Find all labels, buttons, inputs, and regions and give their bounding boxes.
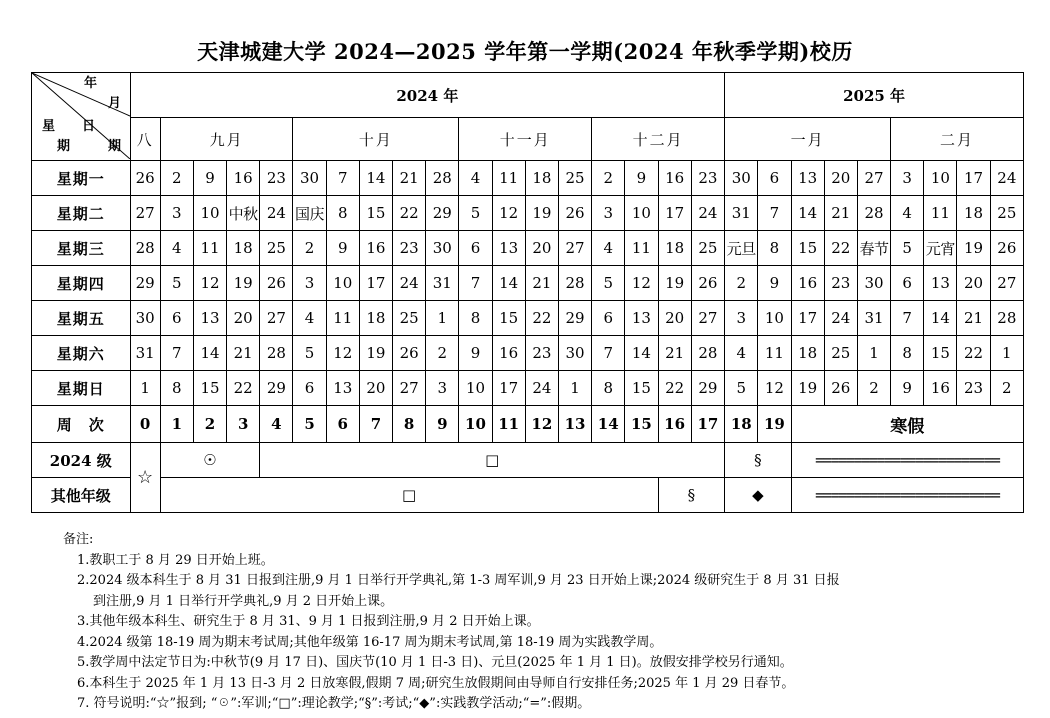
corner-qi-1: 期 (57, 139, 71, 154)
date-cell: 11 (326, 301, 359, 336)
date-cell: 12 (625, 266, 658, 301)
date-cell: 10 (193, 196, 226, 231)
date-cell: 4 (459, 161, 492, 196)
date-cell: 9 (625, 161, 658, 196)
week-label: 周 次 (32, 406, 131, 443)
date-cell: 元旦 (725, 231, 758, 266)
date-cell: 14 (492, 266, 525, 301)
note-item: 2.2024 级本科生于 8 月 31 日报到注册,9 月 1 日举行开学典礼,第 1-3 周军训,9 月 23 日开始上课;2024 级研究生于 8 月 31 日报 (77, 573, 840, 588)
date-cell: 16 (492, 336, 525, 371)
week-number: 9 (426, 406, 459, 443)
date-cell: 15 (359, 196, 392, 231)
date-cell: 27 (260, 301, 293, 336)
date-cell: 5 (592, 266, 625, 301)
date-cell: 8 (891, 336, 924, 371)
date-cell: 15 (924, 336, 957, 371)
date-cell: 11 (924, 196, 957, 231)
date-cell: 1 (857, 336, 890, 371)
date-cell: 12 (193, 266, 226, 301)
date-cell: 1 (558, 371, 591, 406)
date-cell: 29 (691, 371, 724, 406)
date-cell: 11 (758, 336, 791, 371)
exam-symbol: § (658, 478, 725, 513)
date-cell: 8 (758, 231, 791, 266)
date-cell: 11 (492, 161, 525, 196)
note-item: 6.本科生于 2025 年 1 月 13 日-3 月 2 日放寒假,假期 7 周;研究生放假期间由导师自行安排任务;2025 年 1 月 29 日春节。 (77, 675, 795, 691)
weekday-label: 星期二 (32, 196, 131, 231)
date-cell: 22 (824, 231, 857, 266)
date-cell: 27 (857, 161, 890, 196)
week-number-row (32, 406, 1024, 443)
date-cell: 18 (359, 301, 392, 336)
date-cell: 11 (625, 231, 658, 266)
date-cell: 16 (791, 266, 824, 301)
date-cell: 23 (691, 161, 724, 196)
grade-other-label: 其他年级 (32, 478, 131, 513)
date-cell: 9 (891, 371, 924, 406)
date-cell: 31 (857, 301, 890, 336)
date-cell: 19 (525, 196, 558, 231)
weekday-row (32, 231, 1024, 266)
date-cell: 22 (658, 371, 691, 406)
date-cell: 30 (293, 161, 326, 196)
month-sep: 九月 (160, 118, 293, 161)
date-cell: 31 (426, 266, 459, 301)
date-cell: 18 (791, 336, 824, 371)
date-cell: 16 (658, 161, 691, 196)
date-cell: 24 (990, 161, 1023, 196)
week-number: 16 (658, 406, 691, 443)
date-cell: 6 (459, 231, 492, 266)
date-cell: 3 (160, 196, 193, 231)
date-cell: 7 (160, 336, 193, 371)
date-cell: 18 (227, 231, 260, 266)
week-number: 8 (393, 406, 426, 443)
weekday-label: 星期一 (32, 161, 131, 196)
date-cell: 28 (857, 196, 890, 231)
grade-other-row (32, 478, 1024, 513)
date-cell: 12 (326, 336, 359, 371)
date-cell: 28 (558, 266, 591, 301)
date-cell: 14 (791, 196, 824, 231)
date-cell: 7 (459, 266, 492, 301)
date-cell: 13 (625, 301, 658, 336)
date-cell: 8 (326, 196, 359, 231)
date-cell: 10 (625, 196, 658, 231)
date-cell: 24 (691, 196, 724, 231)
week-number: 17 (691, 406, 724, 443)
date-cell: 3 (592, 196, 625, 231)
date-cell: 4 (293, 301, 326, 336)
date-cell: 2 (160, 161, 193, 196)
date-cell: 28 (260, 336, 293, 371)
date-cell: 31 (130, 336, 160, 371)
week-number: 12 (525, 406, 558, 443)
date-cell: 26 (130, 161, 160, 196)
date-cell: 14 (924, 301, 957, 336)
note-item: 4.2024 级第 18-19 周为期末考试周;其他年级第 16-17 周为期末考试周,第 18-19 周为实践教学周。 (77, 634, 663, 650)
date-cell: 22 (957, 336, 990, 371)
date-cell: 24 (260, 196, 293, 231)
date-cell: 26 (260, 266, 293, 301)
date-cell: 6 (891, 266, 924, 301)
date-cell: 21 (824, 196, 857, 231)
week-number: 3 (227, 406, 260, 443)
weekday-label: 星期日 (32, 371, 131, 406)
date-cell: 5 (160, 266, 193, 301)
corner-xing: 星 (42, 119, 56, 134)
date-cell: 18 (658, 231, 691, 266)
date-cell: 30 (130, 301, 160, 336)
week-number: 2 (193, 406, 226, 443)
date-cell: 9 (758, 266, 791, 301)
date-cell: 3 (293, 266, 326, 301)
date-cell: 5 (891, 231, 924, 266)
date-cell: 21 (393, 161, 426, 196)
weekday-row (32, 301, 1024, 336)
date-cell: 27 (558, 231, 591, 266)
date-cell: 27 (691, 301, 724, 336)
notes-header: 备注: (63, 532, 94, 547)
date-cell: 2 (725, 266, 758, 301)
date-cell: 2 (857, 371, 890, 406)
date-cell: 15 (193, 371, 226, 406)
date-cell: 23 (525, 336, 558, 371)
grade-2024-label: 2024 级 (32, 443, 131, 478)
date-cell: 3 (891, 161, 924, 196)
week-number: 6 (326, 406, 359, 443)
date-cell: 30 (857, 266, 890, 301)
date-cell: 29 (558, 301, 591, 336)
date-cell: 5 (725, 371, 758, 406)
date-cell: 21 (658, 336, 691, 371)
date-cell: 国庆 (293, 196, 326, 231)
date-cell: 19 (227, 266, 260, 301)
theory-teaching-symbol: □ (160, 478, 658, 513)
month-row (32, 118, 1024, 161)
date-cell: 1 (426, 301, 459, 336)
date-cell: 7 (326, 161, 359, 196)
date-cell: 12 (758, 371, 791, 406)
month-feb: 二月 (891, 118, 1024, 161)
practice-symbol: ◆ (725, 478, 791, 513)
date-cell: 11 (193, 231, 226, 266)
date-cell: 17 (492, 371, 525, 406)
year-row (32, 73, 1024, 118)
date-cell: 4 (592, 231, 625, 266)
date-cell: 18 (525, 161, 558, 196)
note-item: 3.其他年级本科生、研究生于 8 月 31、9 月 1 日报到注册,9 月 2 日开始上课。 (77, 614, 540, 629)
week-number: 10 (459, 406, 492, 443)
date-cell: 13 (326, 371, 359, 406)
date-cell: 17 (957, 161, 990, 196)
corner-header (32, 73, 131, 161)
weekday-row (32, 196, 1024, 231)
date-cell: 28 (990, 301, 1023, 336)
date-cell: 4 (160, 231, 193, 266)
week-number: 4 (260, 406, 293, 443)
note-item: 7. 符号说明:“☆”报到; “☉”:军训;“□”:理论教学;“§”:考试;“◆”:实践教学活动;“=”:假期。 (77, 696, 591, 711)
date-cell: 17 (658, 196, 691, 231)
date-cell: 元宵 (924, 231, 957, 266)
week-number: 7 (359, 406, 392, 443)
month-dec: 十二月 (592, 118, 725, 161)
military-training-symbol: ☉ (160, 443, 260, 478)
week-number: 18 (725, 406, 758, 443)
date-cell: 2 (426, 336, 459, 371)
note-item: 5.教学周中法定节日为:中秋节(9 月 17 日)、国庆节(10 月 1 日-3 日)、元旦(2025 年 1 月 1 日)。放假安排学校另行通知。 (77, 655, 793, 670)
date-cell: 16 (227, 161, 260, 196)
date-cell: 8 (160, 371, 193, 406)
date-cell: 2 (293, 231, 326, 266)
date-cell: 19 (658, 266, 691, 301)
date-cell: 15 (625, 371, 658, 406)
month-aug: 八 (130, 118, 160, 161)
date-cell: 春节 (857, 231, 890, 266)
date-cell: 10 (459, 371, 492, 406)
date-cell: 22 (525, 301, 558, 336)
date-cell: 1 (130, 371, 160, 406)
date-cell: 20 (227, 301, 260, 336)
week-number: 0 (130, 406, 160, 443)
date-cell: 26 (558, 196, 591, 231)
date-cell: 25 (393, 301, 426, 336)
date-cell: 24 (525, 371, 558, 406)
date-cell: 14 (193, 336, 226, 371)
date-cell: 30 (725, 161, 758, 196)
weekday-row (32, 336, 1024, 371)
weekday-label: 星期三 (32, 231, 131, 266)
vacation-marks: ======================== (791, 478, 1023, 513)
week-number: 1 (160, 406, 193, 443)
date-cell: 9 (326, 231, 359, 266)
date-cell: 7 (592, 336, 625, 371)
date-cell: 6 (592, 301, 625, 336)
date-cell: 14 (625, 336, 658, 371)
date-cell: 13 (193, 301, 226, 336)
date-cell: 20 (957, 266, 990, 301)
date-cell: 9 (459, 336, 492, 371)
date-cell: 13 (492, 231, 525, 266)
date-cell: 22 (393, 196, 426, 231)
weekday-row (32, 371, 1024, 406)
date-cell: 23 (393, 231, 426, 266)
date-cell: 10 (326, 266, 359, 301)
date-cell: 中秋 (227, 196, 260, 231)
date-cell: 27 (990, 266, 1023, 301)
corner-qi-2: 期 (108, 139, 122, 154)
date-cell: 5 (459, 196, 492, 231)
weekday-label: 星期六 (32, 336, 131, 371)
week-number: 14 (592, 406, 625, 443)
date-cell: 19 (791, 371, 824, 406)
date-cell: 14 (359, 161, 392, 196)
date-cell: 10 (924, 161, 957, 196)
date-cell: 26 (824, 371, 857, 406)
date-cell: 13 (924, 266, 957, 301)
page-title: 天津城建大学 2024—2025 学年第一学期(2024 年秋季学期)校历 (197, 39, 853, 64)
date-cell: 4 (891, 196, 924, 231)
date-cell: 16 (924, 371, 957, 406)
date-cell: 27 (393, 371, 426, 406)
year-2025: 2025 年 (725, 73, 1024, 118)
date-cell: 20 (525, 231, 558, 266)
date-cell: 7 (758, 196, 791, 231)
week-number: 11 (492, 406, 525, 443)
date-cell: 13 (791, 161, 824, 196)
registration-star: ☆ (130, 443, 160, 513)
date-cell: 25 (990, 196, 1023, 231)
date-cell: 26 (393, 336, 426, 371)
grade-2024-row (32, 443, 1024, 478)
date-cell: 4 (725, 336, 758, 371)
date-cell: 25 (824, 336, 857, 371)
corner-ri: 日 (82, 119, 96, 134)
date-cell: 7 (891, 301, 924, 336)
date-cell: 18 (957, 196, 990, 231)
date-cell: 5 (293, 336, 326, 371)
date-cell: 8 (592, 371, 625, 406)
date-cell: 30 (426, 231, 459, 266)
date-cell: 29 (130, 266, 160, 301)
date-cell: 3 (725, 301, 758, 336)
note-item: 1.教职工于 8 月 29 日开始上班。 (77, 552, 274, 568)
vacation-marks: ======================== (791, 443, 1023, 478)
date-cell: 20 (359, 371, 392, 406)
weekday-label: 星期四 (32, 266, 131, 301)
week-number: 15 (625, 406, 658, 443)
month-jan: 一月 (725, 118, 891, 161)
weekday-row (32, 161, 1024, 196)
date-cell: 31 (725, 196, 758, 231)
theory-teaching-symbol: □ (260, 443, 725, 478)
date-cell: 17 (359, 266, 392, 301)
date-cell: 21 (525, 266, 558, 301)
date-cell: 6 (160, 301, 193, 336)
note-item: 到注册,9 月 1 日举行开学典礼,9 月 2 日开始上课。 (93, 593, 394, 609)
date-cell: 23 (260, 161, 293, 196)
date-cell: 16 (359, 231, 392, 266)
date-cell: 25 (691, 231, 724, 266)
date-cell: 29 (426, 196, 459, 231)
date-cell: 22 (227, 371, 260, 406)
date-cell: 3 (426, 371, 459, 406)
date-cell: 6 (293, 371, 326, 406)
date-cell: 23 (957, 371, 990, 406)
date-cell: 15 (791, 231, 824, 266)
weekday-row (32, 266, 1024, 301)
corner-month: 月 (108, 96, 122, 111)
date-cell: 30 (558, 336, 591, 371)
date-cell: 2 (592, 161, 625, 196)
winter-break-label: 寒假 (791, 406, 1023, 443)
date-cell: 17 (791, 301, 824, 336)
corner-year: 年 (84, 76, 98, 91)
exam-symbol: § (725, 443, 791, 478)
year-2024: 2024 年 (130, 73, 725, 118)
month-nov: 十一月 (459, 118, 592, 161)
date-cell: 12 (492, 196, 525, 231)
date-cell: 10 (758, 301, 791, 336)
weekday-label: 星期五 (32, 301, 131, 336)
date-cell: 23 (824, 266, 857, 301)
notes-section (63, 530, 1038, 715)
week-number: 5 (293, 406, 326, 443)
month-oct: 十月 (293, 118, 459, 161)
calendar-table (31, 72, 1024, 513)
date-cell: 15 (492, 301, 525, 336)
date-cell: 25 (558, 161, 591, 196)
date-cell: 28 (691, 336, 724, 371)
date-cell: 24 (393, 266, 426, 301)
date-cell: 9 (193, 161, 226, 196)
week-number: 13 (558, 406, 591, 443)
date-cell: 19 (359, 336, 392, 371)
date-cell: 26 (990, 231, 1023, 266)
date-cell: 8 (459, 301, 492, 336)
date-cell: 29 (260, 371, 293, 406)
date-cell: 20 (658, 301, 691, 336)
date-cell: 25 (260, 231, 293, 266)
date-cell: 2 (990, 371, 1023, 406)
date-cell: 1 (990, 336, 1023, 371)
date-cell: 28 (426, 161, 459, 196)
date-cell: 6 (758, 161, 791, 196)
date-cell: 26 (691, 266, 724, 301)
week-number: 19 (758, 406, 791, 443)
date-cell: 24 (824, 301, 857, 336)
date-cell: 21 (957, 301, 990, 336)
date-cell: 20 (824, 161, 857, 196)
date-cell: 28 (130, 231, 160, 266)
date-cell: 27 (130, 196, 160, 231)
date-cell: 21 (227, 336, 260, 371)
date-cell: 19 (957, 231, 990, 266)
